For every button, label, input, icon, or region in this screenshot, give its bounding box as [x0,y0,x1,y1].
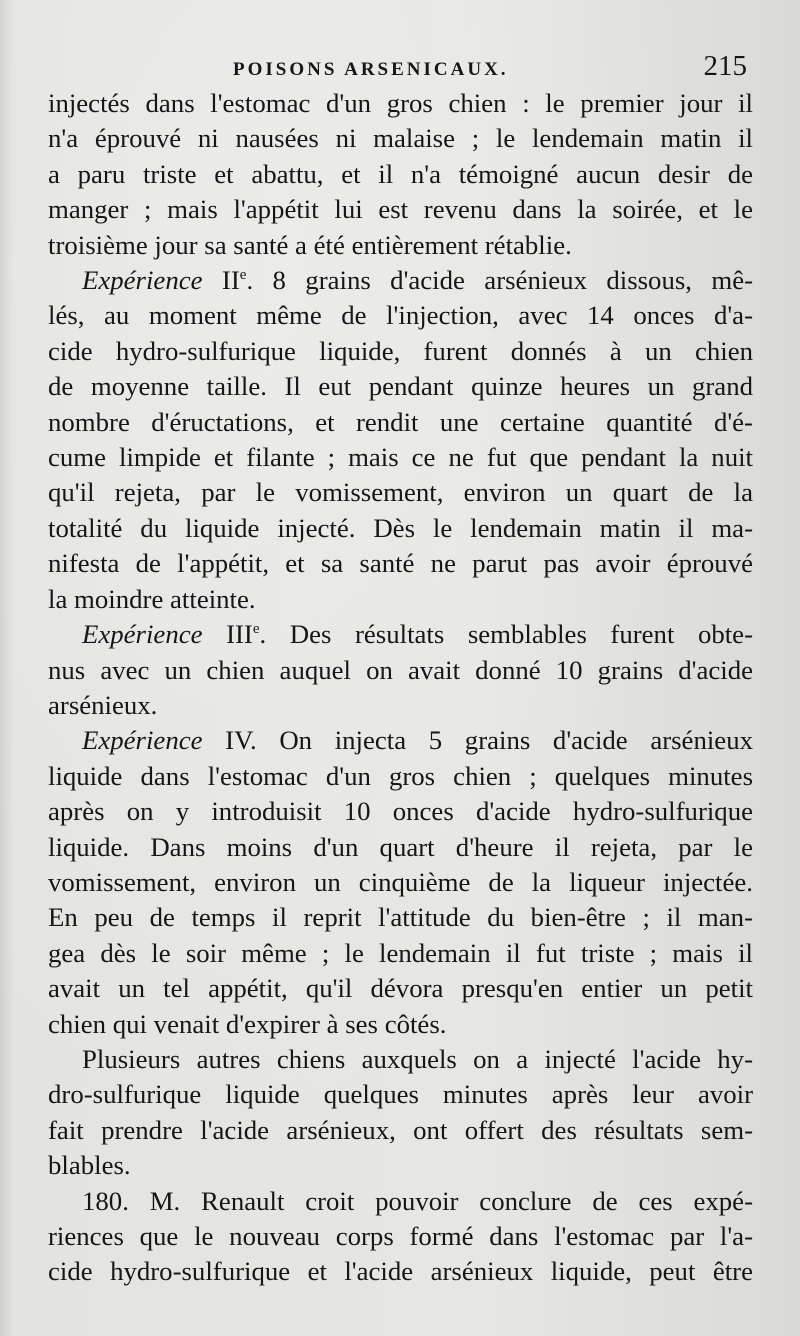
paragraph-180 [48,1184,753,1290]
text-line: fait prendre l'acide arsénieux, ont offert des résultats sem- [48,1114,753,1145]
experience-number: IV. [225,725,257,756]
text-line: après on y introduisit 10 onces d'acide hydro-sulfurique [48,796,753,827]
experience-label: Expérience [82,619,203,650]
text-line: cide hydro-sulfurique et l'acide arsénieux liquide, peut être [48,1256,753,1287]
experience-number: IIe. [221,265,254,296]
text-line: lés, au moment même de l'injection, avec 14 onces d'a- [48,300,753,331]
text-line: cide hydro-sulfurique liquide, furent donnés à un chien [48,335,753,366]
experience-number: IIIe. [226,619,267,650]
text-fragment: Des résultats semblables furent obte- [289,619,754,650]
text-line [48,617,753,652]
text-line: chien qui venait d'expirer à ses côtés. [48,1008,447,1039]
text-line: totalité du liquide injecté. Dès le lendemain matin il ma- [48,512,753,543]
text-line: cume limpide et filante ; mais ce ne fut que pendant la nuit [48,442,753,473]
text-line: liquide. Dans moins d'un quart d'heure il rejeta, par le [48,831,753,862]
text-fragment: 8 grains d'acide arsénieux dissous, mê- [272,265,754,296]
text-line: n'a éprouvé ni nausées ni malaise ; le lendemain matin il [48,123,753,154]
text-line: Plusieurs autres chiens auxquels on a injecté l'acide hy- [82,1043,753,1074]
text-line: troisième jour sa santé a été entièrement rétablie. [48,229,572,260]
text-line: la moindre atteinte. [48,583,256,614]
paragraph-experience-2 [48,263,753,617]
text-line: nus avec un chien auquel on avait donné 10 grains d'acide [48,654,753,685]
experience-label: Expérience [82,265,203,296]
text-line: nifesta de l'appétit, et sa santé ne parut pas avoir éprouvé [48,548,753,579]
text-line: injectés dans l'estomac d'un gros chien : le premier jour il [48,88,753,118]
text-line: avait un tel appétit, qu'il dévora presqu'en entier un petit [48,973,753,1004]
experience-label: Expérience [82,725,203,756]
text-line: manger ; mais l'appétit lui est revenu dans la soirée, et le [48,194,753,225]
text-line: vomissement, environ un cinquième de la liqueur injectée. [48,866,753,897]
text-line: nombre d'éructations, et rendit une certaine quantité d'é- [48,406,753,437]
text-line [48,723,753,758]
paragraph-other-dogs [48,1042,753,1184]
text-line: qu'il rejeta, par le vomissement, environ un quart de la [48,477,753,508]
paragraph-experience-4 [48,723,753,1042]
paragraph-continuation [48,86,753,263]
page-header [48,50,753,84]
text-line: En peu de temps il reprit l'attitude du bien-être ; il man- [48,902,753,933]
text-line: riences que le nouveau corps formé dans l'estomac par l'a- [48,1221,753,1251]
text-line: de moyenne taille. Il eut pendant quinze heures un grand [48,371,753,402]
text-line: liquide dans l'estomac d'un gros chien ; quelques minutes [48,760,753,791]
text-fragment: On injecta 5 grains d'acide arsénieux [279,725,753,756]
page-number: 215 [703,50,747,82]
text-line: 180. M. Renault croit pouvoir conclure de ces expé- [82,1185,753,1216]
text-line: blables. [48,1150,131,1181]
running-head: POISONS ARSENICAUX. [233,59,509,80]
body-text [48,86,753,1290]
text-line [48,263,753,298]
text-line: a paru triste et abattu, et il n'a témoigné aucun desir de [48,158,753,189]
text-line: arsénieux. [48,689,158,720]
paragraph-experience-3 [48,617,753,723]
text-line: dro-sulfurique liquide quelques minutes après leur avoir [48,1079,753,1110]
text-line: gea dès le soir même ; le lendemain il fut triste ; mais il [48,937,753,968]
